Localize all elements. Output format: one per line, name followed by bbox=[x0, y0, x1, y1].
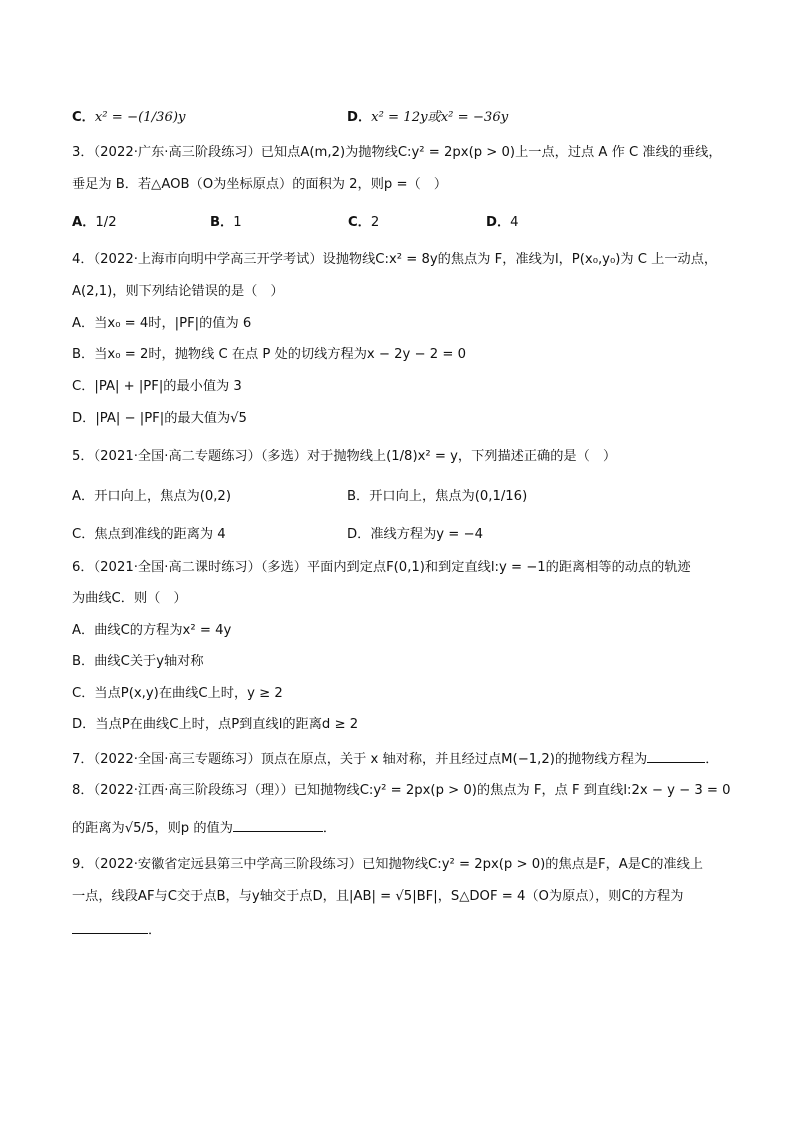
q6-stem-line1: 6．（2021·全国·高二课时练习）（多选）平面内到定点F(0,1)和到定直线l:y = −1的距离相等的动点的轨迹 bbox=[72, 560, 691, 575]
q8-stem-line2 bbox=[72, 817, 336, 839]
q9-answer-blank[interactable] bbox=[72, 919, 148, 934]
q5-stem-line1: 5．（2021·全国·高二专题练习）（多选）对于抛物线上(1/8)x² = y，下列描述正确的是（ ） bbox=[72, 449, 617, 464]
option-label: D． bbox=[486, 215, 511, 230]
q6-stem-line2: 为曲线C．则（ ） bbox=[72, 591, 187, 606]
q4-option-d: D．|PA| − |PF|的最大值为√5 bbox=[72, 411, 247, 426]
q7-text: 7．（2022·全国·高三专题练习）顶点在原点，关于 x 轴对称，并且经过点M(−1,2)的抛物线方程为 bbox=[72, 752, 648, 767]
q6-option-b: B．曲线C关于y轴对称 bbox=[72, 654, 204, 669]
q3-option-c bbox=[348, 213, 379, 233]
q8-text: 的距离为√5/5，则p 的值为 bbox=[72, 821, 233, 836]
option-text: 2 bbox=[370, 215, 380, 230]
q4-stem-line1: 4．（2022·上海市向明中学高三开学考试）设抛物线C:x² = 8y的焦点为 F，准线为l，P(x₀,y₀)为 C 上一动点， bbox=[72, 252, 718, 267]
q4-option-a: A．当x₀ = 4时，|PF|的值为 6 bbox=[72, 316, 252, 331]
option-text: 4 bbox=[510, 215, 519, 230]
q9-stem-line2: 一点，线段AF与C交于点B，与y轴交于点D，且|AB| = √5|BF|，S△DOF = 4（O为原点），则C的方程为 bbox=[72, 889, 684, 904]
q8-end: ． bbox=[322, 821, 337, 836]
q9-end: ． bbox=[148, 923, 162, 938]
q3-option-b bbox=[210, 213, 242, 233]
q7-end: ． bbox=[705, 752, 719, 767]
q7-stem bbox=[72, 748, 718, 770]
q9-stem-line3 bbox=[72, 919, 161, 941]
q5-option-a: A．开口向上，焦点为(0,2) bbox=[72, 489, 231, 504]
option-text: x² = −(1/36)y bbox=[94, 110, 186, 125]
q3-stem-line1: 3．（2022·广东·高三阶段练习）已知点A(m,2)为抛物线C:y² = 2px(p > 0)上一点，过点 A 作 C 准线的垂线， bbox=[72, 145, 722, 160]
option-label: D． bbox=[347, 110, 372, 125]
q3-stem-line2: 垂足为 B．若△AOB（O为坐标原点）的面积为 2，则p =（ ） bbox=[72, 177, 448, 192]
option-label: A． bbox=[72, 215, 96, 230]
q5-option-b: B．开口向上，焦点为(0,1/16) bbox=[347, 489, 528, 504]
q3-option-d bbox=[486, 213, 519, 233]
q5-option-d: D．准线方程为y = −4 bbox=[347, 527, 483, 542]
q4-stem-line2: A(2,1)，则下列结论错误的是（ ） bbox=[72, 284, 284, 299]
q6-option-d: D．当点P在曲线C上时，点P到直线l的距离d ≥ 2 bbox=[72, 717, 359, 732]
option-text: x² = 12y或x² = −36y bbox=[371, 110, 509, 125]
option-text: 1 bbox=[233, 215, 242, 230]
q6-option-c: C．当点P(x,y)在曲线C上时，y ≥ 2 bbox=[72, 686, 283, 701]
q7-answer-blank[interactable] bbox=[647, 748, 705, 763]
q2-option-c bbox=[72, 108, 185, 128]
q6-option-a: A．曲线C的方程为x² = 4y bbox=[72, 623, 232, 638]
q5-option-c: C．焦点到准线的距离为 4 bbox=[72, 527, 226, 542]
option-text: 1/2 bbox=[95, 215, 117, 230]
option-label: C． bbox=[72, 110, 95, 125]
option-label: C． bbox=[348, 215, 371, 230]
option-label: B． bbox=[210, 215, 234, 230]
q4-option-c: C．|PA| + |PF|的最小值为 3 bbox=[72, 379, 242, 394]
q9-stem-line1: 9．（2022·安徽省定远县第三中学高三阶段练习）已知抛物线C:y² = 2px(p > 0)的焦点是F，A是C的准线上 bbox=[72, 857, 703, 872]
q8-answer-blank[interactable] bbox=[233, 817, 323, 832]
q2-option-d bbox=[347, 108, 508, 128]
q4-option-b: B．当x₀ = 2时，抛物线 C 在点 P 处的切线方程为x − 2y − 2 = 0 bbox=[72, 347, 466, 362]
q8-stem-line1: 8．（2022·江西·高三阶段练习（理））已知抛物线C:y² = 2px(p > 0)的焦点为 F，点 F 到直线l:2x − y − 3 = 0 bbox=[72, 783, 731, 798]
q3-option-a bbox=[72, 213, 117, 233]
